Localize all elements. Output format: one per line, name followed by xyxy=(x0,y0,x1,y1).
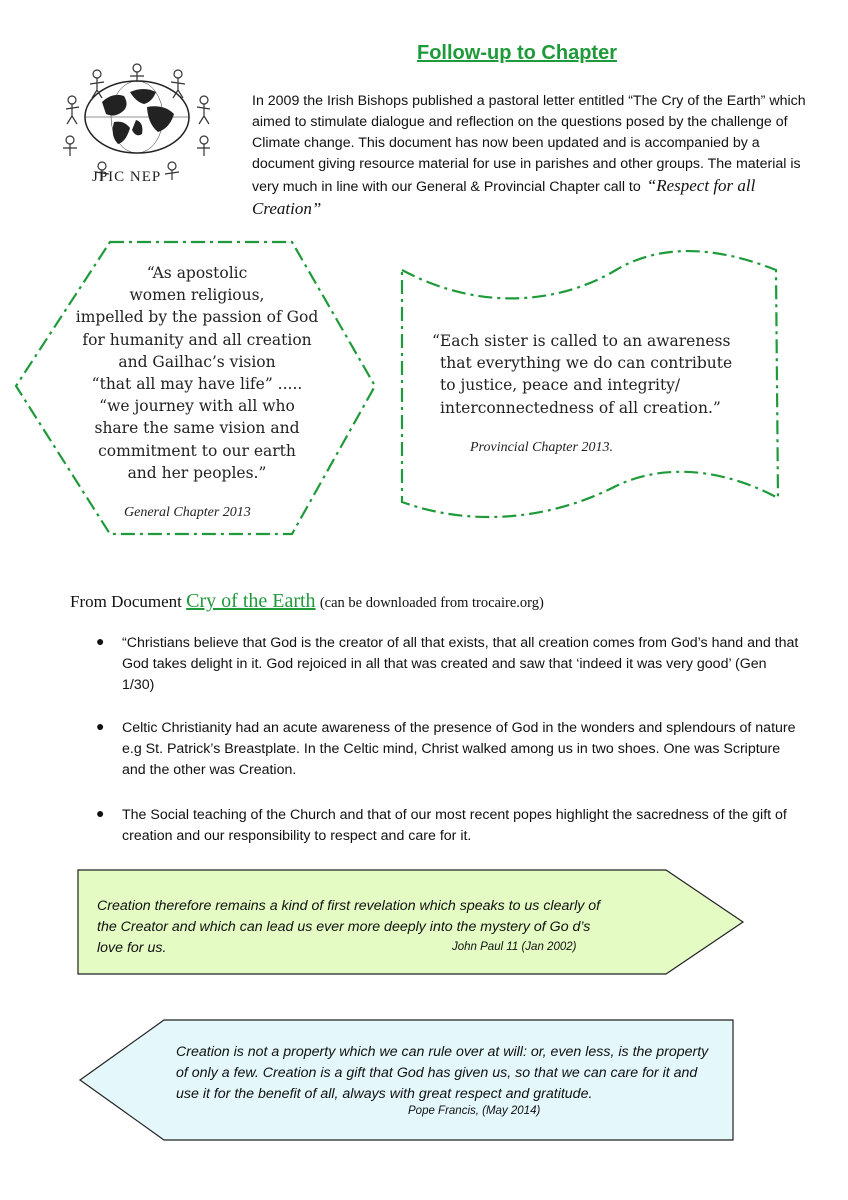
john-paul-source: John Paul 11 (Jan 2002) xyxy=(452,941,577,953)
quote-line: commitment to our earth xyxy=(98,441,296,460)
document-heading xyxy=(70,590,544,613)
quote-line: and Gailhac’s vision xyxy=(118,352,276,371)
quote-line: “Each sister is called to an awareness xyxy=(432,332,731,350)
quote-line: that everything we do can contribute xyxy=(440,354,733,373)
pope-francis-quote: Creation is not a property which we can rule over at will: or, even less, is the property of only a few. Creation is a gift that God has given us, so that we can care for it and use it for the benefit of all, always with great respect and gratitude. xyxy=(176,1044,709,1102)
quote-line: “that all may have life” ..... xyxy=(91,375,303,394)
document-title-link[interactable]: Cry of the Earth xyxy=(186,590,316,612)
quote-line: for humanity and all creation xyxy=(82,330,312,349)
bullet-icon: ● xyxy=(96,718,105,734)
quote-line: and her peoples.” xyxy=(127,463,267,482)
general-chapter-quote xyxy=(62,262,332,484)
quote-line: “we journey with all who xyxy=(99,397,295,416)
john-paul-quote: Creation therefore remains a kind of first revelation which speaks to us clearly of the Creator and which can lead us ever more deeply into the mystery of Go d’s love for us. xyxy=(97,898,601,956)
quote-line: women religious, xyxy=(129,286,265,305)
page-title: Follow-up to Chapter xyxy=(417,42,617,64)
download-note: (can be downloaded from trocaire.org) xyxy=(319,595,544,611)
provincial-chapter-source: Provincial Chapter 2013. xyxy=(470,440,613,455)
quote-line: interconnectedness of all creation.” xyxy=(440,398,721,417)
list-item: Celtic Christianity had an acute awareness of the presence of God in the wonders and splendours of nature e.g St. Patrick’s Breastplate. In the Celtic mind, Christ walked among us in two shoes. One was Scripture and the other was Creation. xyxy=(122,720,796,778)
general-chapter-source: General Chapter 2013 xyxy=(124,505,251,520)
intro-paragraph xyxy=(252,91,812,221)
quote-line: to justice, peace and integrity/ xyxy=(440,376,681,395)
logo-label: JPIC NEP xyxy=(92,169,162,185)
pope-francis-source: Pope Francis, (May 2014) xyxy=(408,1105,541,1117)
intro-call: “Respect for all Creation” xyxy=(252,176,756,218)
quote-line: “As apostolic xyxy=(146,264,248,282)
provincial-chapter-quote xyxy=(432,330,732,419)
document-heading-prefix: From Document xyxy=(70,592,182,611)
quote-line: share the same vision and xyxy=(94,419,300,438)
intro-text: In 2009 the Irish Bishops published a pastoral letter entitled “The Cry of the Earth” which aimed to stimulate dialogue and reflection on the questions posed by the challenge of Climate change. This document has now been updated and is accompanied by a document giving resource material for use in parishes and other groups. The material is very much in line with our General & Provincial Chapter call to xyxy=(252,93,806,195)
bullet-icon: ● xyxy=(96,805,105,821)
list-item: The Social teaching of the Church and that of our most recent popes highlight the sacredness of the gift of creation and our responsibility to respect and care for it. xyxy=(122,807,787,844)
bullet-icon: ● xyxy=(96,633,105,649)
quote-line: impelled by the passion of God xyxy=(75,308,319,327)
list-item: “Christians believe that God is the creator of all that exists, that all creation comes from God’s hand and that God takes delight in it. God rejoiced in all that was created and saw that ‘indeed it was very good’ (Gen 1/30) xyxy=(122,635,799,693)
